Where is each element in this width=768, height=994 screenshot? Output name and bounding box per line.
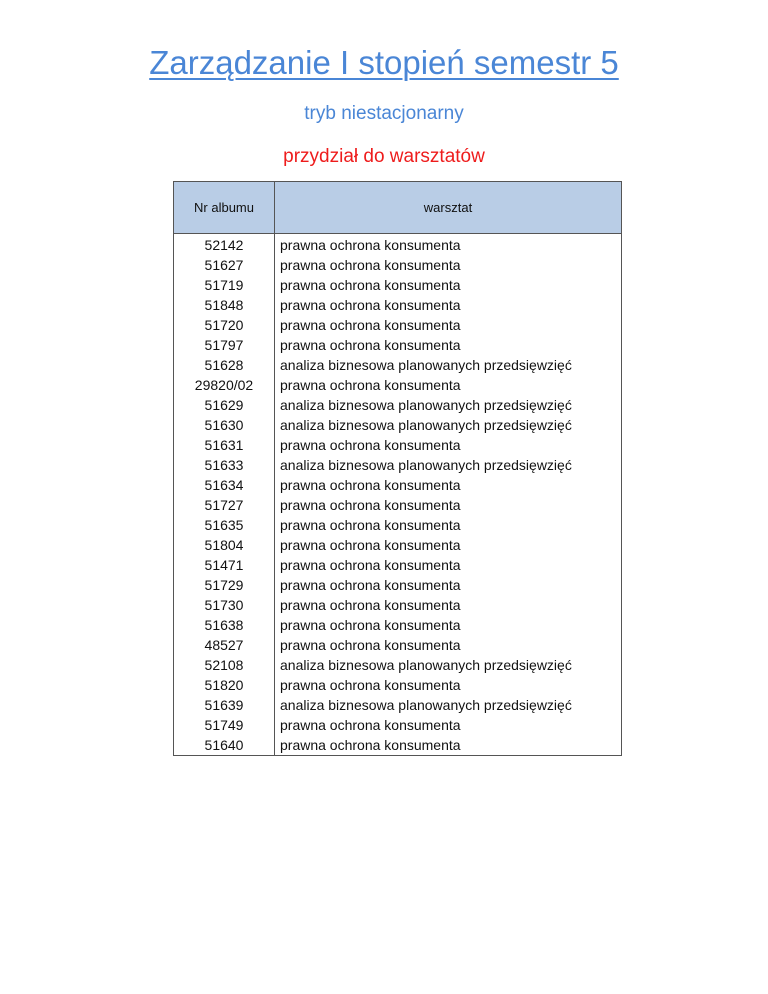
album-number-cell: 51638 — [174, 615, 275, 635]
album-number-cell: 51729 — [174, 575, 275, 595]
workshop-cell: analiza biznesowa planowanych przedsięwzięć — [275, 415, 622, 435]
album-number-cell: 51848 — [174, 295, 275, 315]
album-number-cell: 51471 — [174, 555, 275, 575]
table-row — [174, 555, 622, 575]
table-row — [174, 295, 622, 315]
table-row — [174, 335, 622, 355]
album-number-cell: 51820 — [174, 675, 275, 695]
workshop-cell: prawna ochrona konsumenta — [275, 295, 622, 315]
workshop-cell: prawna ochrona konsumenta — [275, 435, 622, 455]
table-row — [174, 535, 622, 555]
album-number-cell: 51630 — [174, 415, 275, 435]
album-number-cell: 51749 — [174, 715, 275, 735]
table-row — [174, 615, 622, 635]
album-number-cell: 51719 — [174, 275, 275, 295]
workshop-cell: prawna ochrona konsumenta — [275, 375, 622, 395]
album-number-cell: 51628 — [174, 355, 275, 375]
workshop-cell: prawna ochrona konsumenta — [275, 575, 622, 595]
table-row — [174, 415, 622, 435]
album-number-cell: 51730 — [174, 595, 275, 615]
table-body — [174, 234, 622, 756]
workshop-cell: analiza biznesowa planowanych przedsięwzięć — [275, 395, 622, 415]
assignment-table — [173, 181, 622, 756]
page-title[interactable]: Zarządzanie I stopień semestr 5 — [149, 44, 619, 81]
album-number-cell: 51804 — [174, 535, 275, 555]
workshop-cell: prawna ochrona konsumenta — [275, 635, 622, 655]
album-number-cell: 51727 — [174, 495, 275, 515]
album-number-cell: 51640 — [174, 735, 275, 756]
column-header-workshop: warsztat — [275, 182, 622, 234]
table-row — [174, 635, 622, 655]
workshop-cell: analiza biznesowa planowanych przedsięwzięć — [275, 455, 622, 475]
table-row — [174, 395, 622, 415]
workshop-cell: prawna ochrona konsumenta — [275, 255, 622, 275]
table-row — [174, 275, 622, 295]
album-number-cell: 29820/02 — [174, 375, 275, 395]
table-header-row — [174, 182, 622, 234]
workshop-cell: prawna ochrona konsumenta — [275, 495, 622, 515]
table-row — [174, 735, 622, 756]
table-row — [174, 475, 622, 495]
workshop-cell: prawna ochrona konsumenta — [275, 515, 622, 535]
table-row — [174, 595, 622, 615]
table-row — [174, 655, 622, 675]
table-row — [174, 315, 622, 335]
album-number-cell: 51797 — [174, 335, 275, 355]
album-number-cell: 51627 — [174, 255, 275, 275]
workshop-cell: prawna ochrona konsumenta — [275, 735, 622, 756]
album-number-cell: 51635 — [174, 515, 275, 535]
table-row — [174, 715, 622, 735]
table-row — [174, 234, 622, 256]
workshop-cell: prawna ochrona konsumenta — [275, 555, 622, 575]
table-row — [174, 355, 622, 375]
album-number-cell: 48527 — [174, 635, 275, 655]
table-row — [174, 495, 622, 515]
column-header-album-number: Nr albumu — [174, 182, 275, 234]
table-row — [174, 575, 622, 595]
workshop-cell: prawna ochrona konsumenta — [275, 234, 622, 256]
table-row — [174, 255, 622, 275]
workshop-cell: analiza biznesowa planowanych przedsięwzięć — [275, 355, 622, 375]
workshop-cell: prawna ochrona konsumenta — [275, 315, 622, 335]
table-row — [174, 515, 622, 535]
workshop-cell: prawna ochrona konsumenta — [275, 675, 622, 695]
section-heading: przydział do warsztatów — [283, 146, 485, 167]
workshop-cell: analiza biznesowa planowanych przedsięwzięć — [275, 655, 622, 675]
album-number-cell: 51629 — [174, 395, 275, 415]
album-number-cell: 52108 — [174, 655, 275, 675]
workshop-cell: prawna ochrona konsumenta — [275, 475, 622, 495]
table-row — [174, 675, 622, 695]
album-number-cell: 51631 — [174, 435, 275, 455]
workshop-cell: prawna ochrona konsumenta — [275, 335, 622, 355]
table-row — [174, 455, 622, 475]
workshop-cell: prawna ochrona konsumenta — [275, 535, 622, 555]
album-number-cell: 52142 — [174, 234, 275, 256]
album-number-cell: 51634 — [174, 475, 275, 495]
album-number-cell: 51639 — [174, 695, 275, 715]
table-row — [174, 375, 622, 395]
workshop-cell: prawna ochrona konsumenta — [275, 715, 622, 735]
album-number-cell: 51720 — [174, 315, 275, 335]
workshop-cell: analiza biznesowa planowanych przedsięwzięć — [275, 695, 622, 715]
workshop-cell: prawna ochrona konsumenta — [275, 275, 622, 295]
workshop-cell: prawna ochrona konsumenta — [275, 615, 622, 635]
workshop-cell: prawna ochrona konsumenta — [275, 595, 622, 615]
table-row — [174, 435, 622, 455]
page-subtitle: tryb niestacjonarny — [304, 103, 464, 124]
album-number-cell: 51633 — [174, 455, 275, 475]
table-row — [174, 695, 622, 715]
